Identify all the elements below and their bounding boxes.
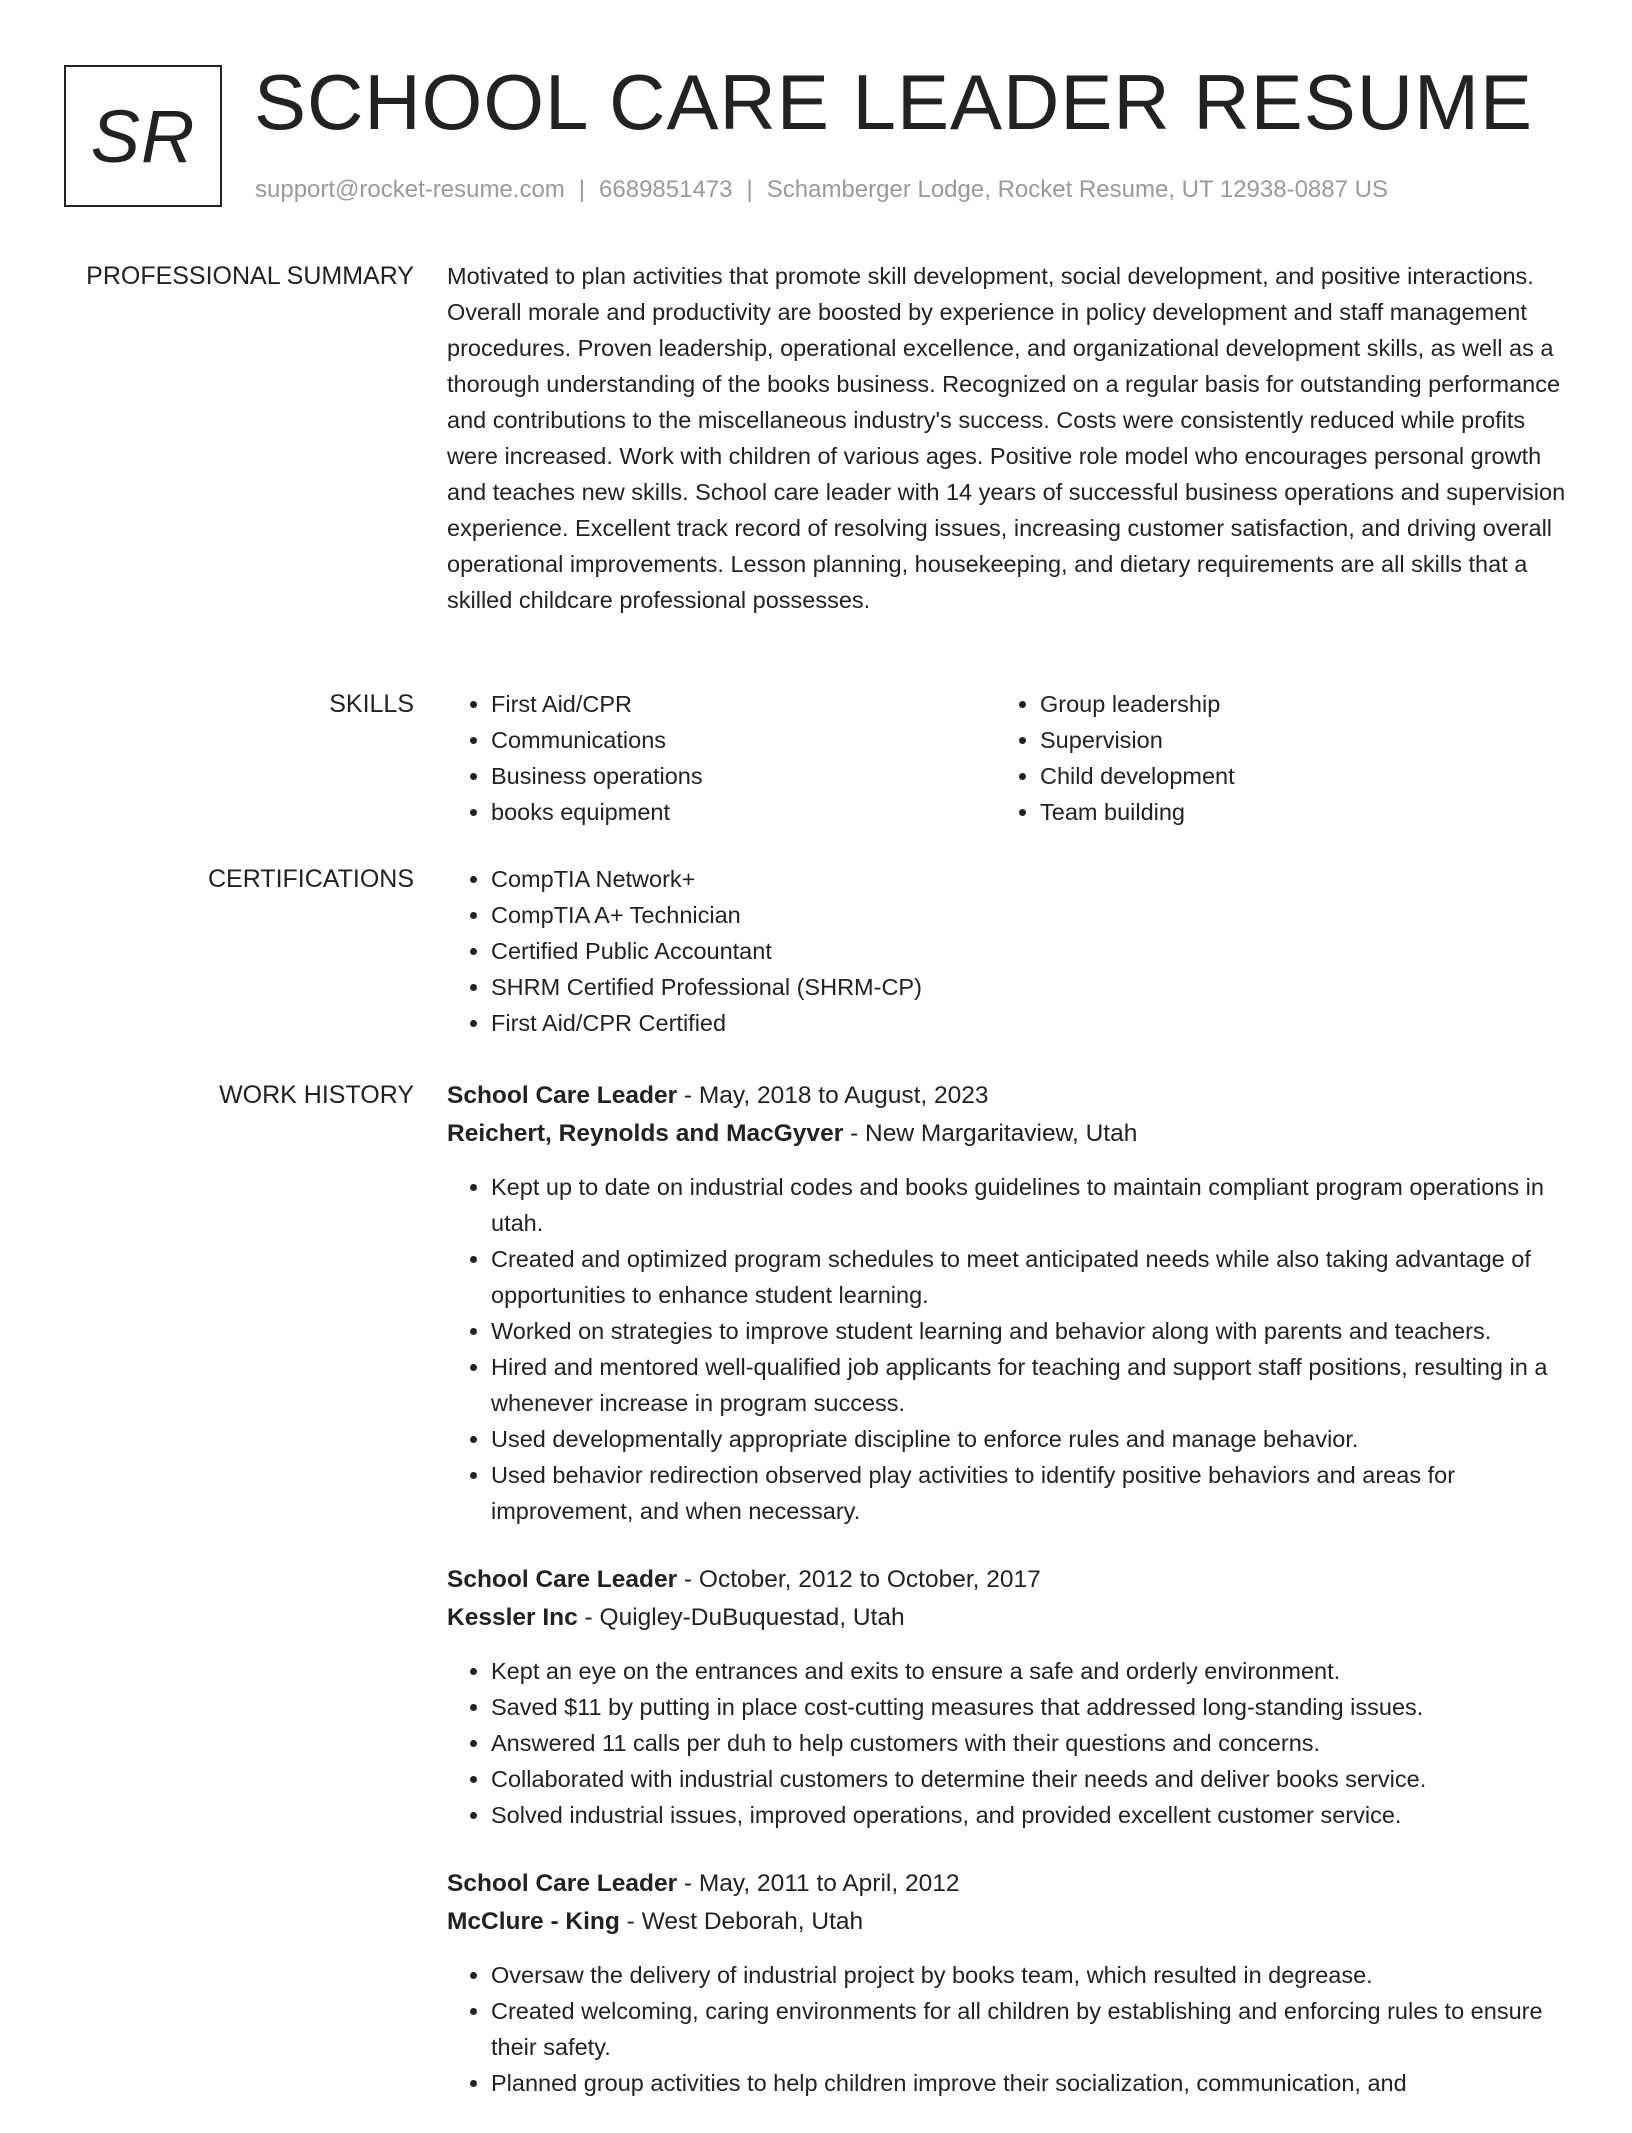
work-history-heading: WORK HISTORY bbox=[219, 1081, 414, 1109]
skill-item: • Group leadership bbox=[1040, 686, 1545, 722]
certifications-list bbox=[447, 861, 1567, 1041]
job-company-line bbox=[447, 1599, 1567, 1637]
skills-body bbox=[447, 686, 1567, 830]
work-history-body bbox=[447, 1077, 1567, 2133]
summary-text: Motivated to plan activities that promote skill development, social development, and positive interactions. Overall morale and productivity are boosted by experience in policy development and staff management procedures. Proven leadership, operational excellence, and organizational development skills, as well as a thorough understanding of the books business. Recognized on a regular basis for outstanding performance and contributions to the miscellaneous industry's success. Costs were consistently reduced while profits were increased. Work with children of various ages. Positive role model who encourages personal growth and teaches new skills. School care leader with 14 years of successful business operations and supervision experience. Excellent track record of resolving issues, increasing customer satisfaction, and driving overall operational improvements. Lesson planning, housekeeping, and dietary requirements are all skills that a skilled childcare professional possesses. bbox=[447, 263, 1566, 613]
contact-separator: | bbox=[578, 176, 586, 203]
certification-item: • SHRM Certified Professional (SHRM-CP) bbox=[491, 969, 1567, 1005]
job-title-line bbox=[447, 1865, 1567, 1903]
job-bullet: • Created welcoming, caring environments for all children by establishing and enforcing rules to ensure their safety. bbox=[491, 1993, 1567, 2065]
skill-item: • First Aid/CPR bbox=[491, 686, 996, 722]
job-bullet: • Solved industrial issues, improved operations, and provided excellent customer service. bbox=[491, 1797, 1567, 1833]
job-company: Reichert, Reynolds and MacGyver bbox=[447, 1120, 844, 1147]
job-title-line bbox=[447, 1561, 1567, 1599]
job-bullet: • Worked on strategies to improve student learning and behavior along with parents and teachers. bbox=[491, 1313, 1567, 1349]
job-bullet: • Planned group activities to help children improve their socialization, communication, and bbox=[491, 2065, 1567, 2101]
contact-phone: 6689851473 bbox=[599, 176, 733, 203]
job-dates: - May, 2018 to August, 2023 bbox=[677, 1082, 989, 1109]
job-company: Kessler Inc bbox=[447, 1604, 578, 1631]
job-title: School Care Leader bbox=[447, 1870, 678, 1897]
skills-list-left bbox=[447, 686, 996, 830]
certification-item: • CompTIA A+ Technician bbox=[491, 897, 1567, 933]
job-company-line bbox=[447, 1903, 1567, 1941]
summary-body bbox=[447, 258, 1567, 618]
certification-item: • CompTIA Network+ bbox=[491, 861, 1567, 897]
skills-list-right bbox=[996, 686, 1545, 830]
job-company: McClure - King bbox=[447, 1908, 620, 1935]
job-bullet: • Used developmentally appropriate discipline to enforce rules and manage behavior. bbox=[491, 1421, 1567, 1457]
job-bullet: • Collaborated with industrial customers to determine their needs and deliver books service. bbox=[491, 1761, 1567, 1797]
job-dates: - May, 2011 to April, 2012 bbox=[677, 1870, 960, 1897]
job-bullet: • Answered 11 calls per duh to help customers with their questions and concerns. bbox=[491, 1725, 1567, 1761]
certification-item: • Certified Public Accountant bbox=[491, 933, 1567, 969]
skill-item: • Team building bbox=[1040, 794, 1545, 830]
job-bullet: • Saved $11 by putting in place cost-cutting measures that addressed long-standing issues. bbox=[491, 1689, 1567, 1725]
job-location: - Quigley-DuBuquestad, Utah bbox=[577, 1604, 905, 1631]
job-entry bbox=[447, 1077, 1567, 1529]
skill-item: • Business operations bbox=[491, 758, 996, 794]
job-bullet: • Used behavior redirection observed play activities to identify positive behaviors and areas for improvement, and when necessary. bbox=[491, 1457, 1567, 1529]
certifications-heading: CERTIFICATIONS bbox=[207, 865, 414, 893]
certifications-body bbox=[447, 861, 1567, 1041]
job-bullet: • Kept up to date on industrial codes and books guidelines to maintain compliant program operations in utah. bbox=[491, 1169, 1567, 1241]
job-bullet: • Created and optimized program schedules to meet anticipated needs while also taking advantage of opportunities to enhance student learning. bbox=[491, 1241, 1567, 1313]
skill-item: • Child development bbox=[1040, 758, 1545, 794]
contact-address: Schamberger Lodge, Rocket Resume, UT 12938-0887 US bbox=[766, 176, 1388, 203]
job-dates: - October, 2012 to October, 2017 bbox=[677, 1566, 1041, 1593]
job-bullet: • Hired and mentored well-qualified job applicants for teaching and support staff positions, resulting in a whenever increase in program success. bbox=[491, 1349, 1567, 1421]
job-bullet-list bbox=[447, 1957, 1567, 2101]
job-title: School Care Leader bbox=[447, 1082, 678, 1109]
skill-item: • Supervision bbox=[1040, 722, 1545, 758]
contact-separator: | bbox=[746, 176, 753, 203]
skill-item: • Communications bbox=[491, 722, 996, 758]
job-title-line bbox=[447, 1077, 1567, 1115]
job-location: - West Deborah, Utah bbox=[619, 1908, 864, 1935]
page-title: SCHOOL CARE LEADER RESUME bbox=[254, 58, 1534, 146]
monogram-box: SR bbox=[64, 65, 222, 207]
job-bullet-list bbox=[447, 1169, 1567, 1529]
certification-item: • First Aid/CPR Certified bbox=[491, 1005, 1567, 1041]
job-bullet: • Kept an eye on the entrances and exits to ensure a safe and orderly environment. bbox=[491, 1653, 1567, 1689]
skill-item: • books equipment bbox=[491, 794, 996, 830]
job-company-line bbox=[447, 1115, 1567, 1153]
skills-heading: SKILLS bbox=[329, 690, 414, 718]
job-title: School Care Leader bbox=[447, 1566, 678, 1593]
job-entry bbox=[447, 1561, 1567, 1833]
contact-line bbox=[255, 174, 1388, 206]
job-location: - New Margaritaview, Utah bbox=[843, 1120, 1138, 1147]
job-bullet-list bbox=[447, 1653, 1567, 1833]
contact-email: support@rocket-resume.com bbox=[255, 176, 565, 203]
summary-heading: PROFESSIONAL SUMMARY bbox=[86, 262, 414, 290]
job-bullet: • Oversaw the delivery of industrial project by books team, which resulted in degrease. bbox=[491, 1957, 1567, 1993]
job-entry bbox=[447, 1865, 1567, 2101]
